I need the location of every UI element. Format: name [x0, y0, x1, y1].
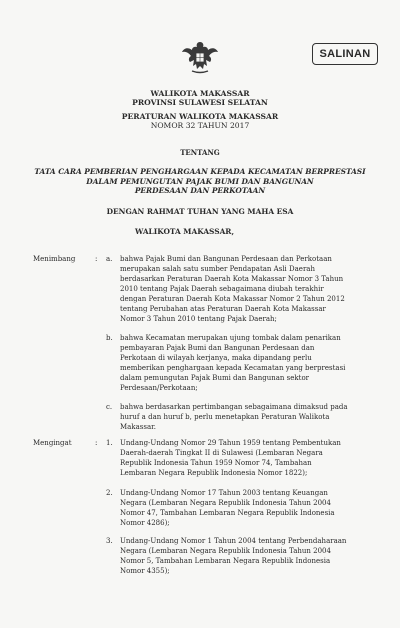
item-line: Lembaran Negara Republik Indonesia Nomor 1822);	[120, 469, 308, 477]
menimbang-colon: :	[95, 255, 98, 263]
item-line: dengan Peraturan Daerah Kota Makassar Nomor 2 Tahun 2012	[120, 295, 345, 303]
item-marker: 1.	[106, 439, 113, 447]
item-line: Negara (Lembaran Negara Republik Indonesia Tahun 2004	[120, 499, 331, 507]
item-line: pembayaran Pajak Bumi dan Bangunan Perdesaan dan	[120, 344, 315, 352]
salinan-stamp: SALINAN	[312, 43, 378, 65]
title-line: DALAM PEMUNGUTAN PAJAK BUMI DAN BANGUNAN	[86, 176, 314, 186]
item-line: Perkotaan di wilayah kerjanya, maka dipandang perlu	[120, 354, 312, 362]
item-line: berdasarkan Peraturan Daerah Kota Makassar Nomor 3 Tahun	[120, 275, 344, 283]
item-line: Negara (Lembaran Negara Republik Indonesia Tahun 2004	[120, 547, 331, 555]
garuda-emblem-icon	[180, 38, 220, 78]
item-line: Republik Indonesia Tahun 1959 Nomor 74, Tambahan	[120, 459, 312, 467]
item-line: bahwa berdasarkan pertimbangan sebagaimana dimaksud pada	[120, 403, 348, 411]
item-line: Nomor 47, Tambahan Lembaran Negara Republik Indonesia	[120, 509, 335, 517]
item-line: Makassar.	[120, 423, 156, 431]
item-line: Undang-Undang Nomor 1 Tahun 2004 tentang Perbendaharaan	[120, 537, 347, 545]
item-marker: 3.	[106, 537, 113, 545]
item-line: Daerah-daerah Tingkat II di Sulawesi (Lembaran Negara	[120, 449, 323, 457]
header-issuer	[0, 89, 400, 107]
item-line: huruf a dan huruf b, perlu menetapkan Peraturan Walikota	[120, 413, 330, 421]
rahmat-line: DENGAN RAHMAT TUHAN YANG MAHA ESA	[106, 207, 294, 216]
item-line: Undang-Undang Nomor 29 Tahun 1959 tentang Pembentukan	[120, 439, 341, 447]
item-line: dalam pemungutan Pajak Bumi dan Bangunan sektor	[120, 374, 310, 382]
item-line: 2010 tentang Pajak Daerah sebagaimana diubah terakhir	[120, 285, 324, 293]
item-line: merupakan salah satu sumber Pendapatan Asli Daerah	[120, 265, 315, 273]
item-line: Nomor 4286);	[120, 519, 170, 527]
item-line: bahwa Pajak Bumi dan Bangunan Perdesaan dan Perkotaan	[120, 255, 332, 263]
item-line: Undang-Undang Nomor 17 Tahun 2003 tentang Keuangan	[120, 489, 328, 497]
title-line: TATA CARA PEMBERIAN PENGHARGAAN KEPADA KECAMATAN BERPRESTASI	[34, 167, 366, 176]
header-line: PROVINSI SULAWESI SELATAN	[132, 98, 268, 107]
item-line: Nomor 4355);	[120, 567, 170, 575]
item-marker: 2.	[106, 489, 113, 497]
item-line: tentang Perubahan atas Peraturan Daerah Kota Makassar	[120, 305, 326, 313]
header-line: WALIKOTA MAKASSAR	[150, 89, 250, 98]
menimbang-label: Menimbang	[33, 255, 76, 263]
regulation-number: NOMOR 32 TAHUN 2017	[150, 121, 250, 130]
mengingat-label: Mengingat	[33, 439, 72, 447]
item-line: bahwa Kecamatan merupakan ujung tombak dalam penarikan	[120, 334, 341, 342]
item-marker: a.	[106, 255, 113, 263]
item-line: memberikan penghargaan kepada Kecamatan yang berprestasi	[120, 364, 346, 372]
issuer-line: WALIKOTA MAKASSAR,	[135, 227, 235, 236]
regulation-heading	[0, 112, 400, 130]
mengingat-colon: :	[95, 439, 98, 447]
tentang-heading: TENTANG	[180, 148, 220, 157]
item-line: Nomor 5, Tambahan Lembaran Negara Republik Indonesia	[120, 557, 331, 565]
regulation-title	[0, 167, 400, 196]
item-line: Perdesaan/Perkotaan;	[120, 384, 198, 392]
item-marker: b.	[106, 334, 113, 342]
item-line: Nomor 3 Tahun 2010 tentang Pajak Daerah;	[120, 315, 277, 323]
regulation-name: PERATURAN WALIKOTA MAKASSAR	[121, 112, 279, 121]
title-line: PERDESAAN DAN PERKOTAAN	[134, 186, 266, 195]
item-marker: c.	[106, 403, 113, 411]
